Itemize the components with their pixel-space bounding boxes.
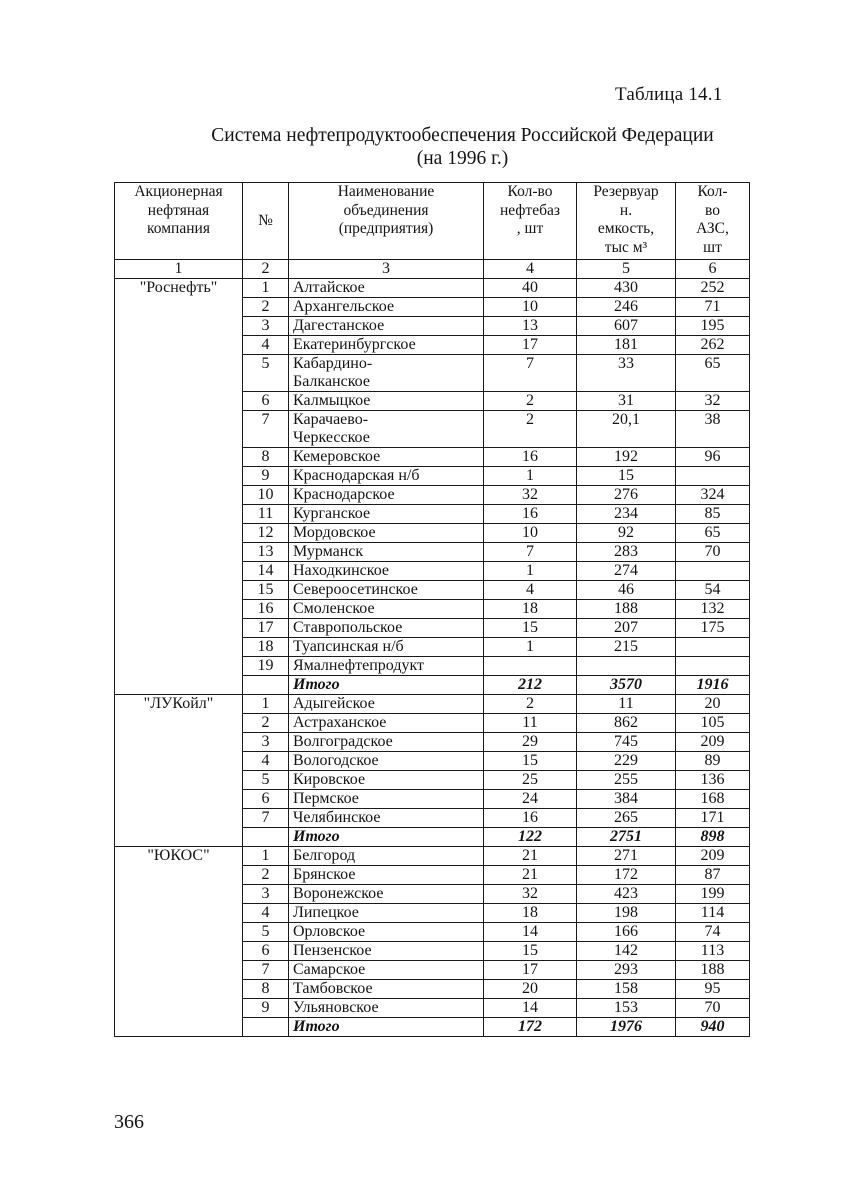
depots-count: 7 xyxy=(484,543,577,562)
enterprise-name: Смоленское xyxy=(289,600,484,619)
tank-capacity: 15 xyxy=(577,467,676,486)
tank-capacity: 92 xyxy=(577,524,676,543)
row-number: 5 xyxy=(243,771,289,790)
tank-capacity: 207 xyxy=(577,619,676,638)
enterprise-name: Дагестанское xyxy=(289,317,484,336)
station-count: 54 xyxy=(676,581,750,600)
row-number: 18 xyxy=(243,638,289,657)
depots-count: 10 xyxy=(484,298,577,317)
station-count xyxy=(676,467,750,486)
enterprise-name: Воронежское xyxy=(289,885,484,904)
tank-capacity: 20,1 xyxy=(577,411,676,448)
tank-capacity: 246 xyxy=(577,298,676,317)
row-number: 5 xyxy=(243,355,289,392)
header-number: № xyxy=(243,183,289,260)
depots-count: 32 xyxy=(484,486,577,505)
station-count: 209 xyxy=(676,733,750,752)
station-count: 20 xyxy=(676,695,750,714)
row-number: 3 xyxy=(243,317,289,336)
depots-count: 15 xyxy=(484,619,577,638)
station-count: 252 xyxy=(676,279,750,298)
depots-count: 40 xyxy=(484,279,577,298)
total-stations: 898 xyxy=(676,828,750,847)
station-count: 105 xyxy=(676,714,750,733)
table-title-line-1: Система нефтепродуктообеспечения Российской Федерации xyxy=(211,125,714,146)
depots-count: 15 xyxy=(484,942,577,961)
row-number: 12 xyxy=(243,524,289,543)
total-number-empty xyxy=(243,828,289,847)
row-number: 2 xyxy=(243,714,289,733)
header-row xyxy=(115,183,750,260)
depots-count: 16 xyxy=(484,448,577,467)
row-number: 2 xyxy=(243,866,289,885)
station-count: 70 xyxy=(676,543,750,562)
enterprise-name: Мордовское xyxy=(289,524,484,543)
depots-count: 17 xyxy=(484,336,577,355)
oil-products-table xyxy=(114,182,750,1037)
enterprise-name: Вологодское xyxy=(289,752,484,771)
header-tanks: Резервуар н. емкость, тыс м³ xyxy=(577,183,676,260)
column-number: 1 xyxy=(115,260,243,279)
row-number: 2 xyxy=(243,298,289,317)
depots-count: 2 xyxy=(484,411,577,448)
enterprise-name: Ставропольское xyxy=(289,619,484,638)
depots-count: 11 xyxy=(484,714,577,733)
enterprise-name: Белгород xyxy=(289,847,484,866)
enterprise-name: Мурманск xyxy=(289,543,484,562)
station-count: 209 xyxy=(676,847,750,866)
tank-capacity: 153 xyxy=(577,999,676,1018)
row-number: 1 xyxy=(243,695,289,714)
station-count: 132 xyxy=(676,600,750,619)
page-number: 366 xyxy=(114,1111,144,1133)
row-number: 16 xyxy=(243,600,289,619)
tank-capacity: 271 xyxy=(577,847,676,866)
tank-capacity xyxy=(577,657,676,676)
station-count: 175 xyxy=(676,619,750,638)
station-count: 71 xyxy=(676,298,750,317)
row-number: 6 xyxy=(243,392,289,411)
depots-count: 13 xyxy=(484,317,577,336)
depots-count: 21 xyxy=(484,847,577,866)
station-count: 324 xyxy=(676,486,750,505)
station-count: 65 xyxy=(676,355,750,392)
row-number: 11 xyxy=(243,505,289,524)
table-row xyxy=(115,847,750,866)
station-count: 199 xyxy=(676,885,750,904)
enterprise-name: Кабардино- Балканское xyxy=(289,355,484,392)
header-name: Наименование объединения (предприятия) xyxy=(289,183,484,260)
depots-count: 21 xyxy=(484,866,577,885)
enterprise-name: Кемеровское xyxy=(289,448,484,467)
station-count xyxy=(676,638,750,657)
depots-count: 16 xyxy=(484,505,577,524)
enterprise-name: Алтайское xyxy=(289,279,484,298)
enterprise-name: Краснодарская н/б xyxy=(289,467,484,486)
tank-capacity: 198 xyxy=(577,904,676,923)
company-name: "Роснефть" xyxy=(115,279,243,695)
column-number: 3 xyxy=(289,260,484,279)
row-number: 15 xyxy=(243,581,289,600)
tank-capacity: 234 xyxy=(577,505,676,524)
row-number: 4 xyxy=(243,336,289,355)
row-number: 3 xyxy=(243,733,289,752)
enterprise-name: Волгоградское xyxy=(289,733,484,752)
depots-count: 10 xyxy=(484,524,577,543)
tank-capacity: 607 xyxy=(577,317,676,336)
tank-capacity: 229 xyxy=(577,752,676,771)
tank-capacity: 423 xyxy=(577,885,676,904)
station-count: 87 xyxy=(676,866,750,885)
column-number: 5 xyxy=(577,260,676,279)
row-number: 7 xyxy=(243,809,289,828)
station-count xyxy=(676,657,750,676)
station-count: 74 xyxy=(676,923,750,942)
enterprise-name: Туапсинская н/б xyxy=(289,638,484,657)
tank-capacity: 430 xyxy=(577,279,676,298)
table-row xyxy=(115,695,750,714)
row-number: 9 xyxy=(243,999,289,1018)
enterprise-name: Орловское xyxy=(289,923,484,942)
total-stations: 940 xyxy=(676,1018,750,1037)
tank-capacity: 166 xyxy=(577,923,676,942)
column-number: 6 xyxy=(676,260,750,279)
depots-count: 14 xyxy=(484,999,577,1018)
tank-capacity: 192 xyxy=(577,448,676,467)
total-number-empty xyxy=(243,1018,289,1037)
row-number: 3 xyxy=(243,885,289,904)
total-label: Итого xyxy=(289,676,484,695)
column-number: 4 xyxy=(484,260,577,279)
depots-count: 2 xyxy=(484,695,577,714)
station-count: 32 xyxy=(676,392,750,411)
table-body xyxy=(115,279,750,1037)
enterprise-name: Липецкое xyxy=(289,904,484,923)
station-count: 188 xyxy=(676,961,750,980)
depots-count: 20 xyxy=(484,980,577,999)
row-number: 17 xyxy=(243,619,289,638)
total-depots: 172 xyxy=(484,1018,577,1037)
station-count: 70 xyxy=(676,999,750,1018)
tank-capacity: 46 xyxy=(577,581,676,600)
enterprise-name: Ямалнефтепродукт xyxy=(289,657,484,676)
station-count: 96 xyxy=(676,448,750,467)
depots-count: 16 xyxy=(484,809,577,828)
header-depots: Кол-во нефтебаз , шт xyxy=(484,183,577,260)
depots-count: 15 xyxy=(484,752,577,771)
depots-count: 17 xyxy=(484,961,577,980)
row-number: 5 xyxy=(243,923,289,942)
total-number-empty xyxy=(243,676,289,695)
enterprise-name: Краснодарское xyxy=(289,486,484,505)
company-name: "ЮКОС" xyxy=(115,847,243,1037)
station-count: 114 xyxy=(676,904,750,923)
total-label: Итого xyxy=(289,1018,484,1037)
row-number: 6 xyxy=(243,790,289,809)
row-number: 8 xyxy=(243,448,289,467)
depots-count: 7 xyxy=(484,355,577,392)
total-tanks: 1976 xyxy=(577,1018,676,1037)
row-number: 4 xyxy=(243,904,289,923)
header-company: Акционерная нефтяная компания xyxy=(115,183,243,260)
total-depots: 122 xyxy=(484,828,577,847)
tank-capacity: 31 xyxy=(577,392,676,411)
tank-capacity: 384 xyxy=(577,790,676,809)
table-caption: Таблица 14.1 xyxy=(615,84,723,105)
tank-capacity: 181 xyxy=(577,336,676,355)
total-tanks: 3570 xyxy=(577,676,676,695)
row-number: 9 xyxy=(243,467,289,486)
enterprise-name: Брянское xyxy=(289,866,484,885)
depots-count: 1 xyxy=(484,638,577,657)
table-title xyxy=(190,124,735,170)
station-count: 65 xyxy=(676,524,750,543)
total-tanks: 2751 xyxy=(577,828,676,847)
row-number: 8 xyxy=(243,980,289,999)
enterprise-name: Самарское xyxy=(289,961,484,980)
station-count: 136 xyxy=(676,771,750,790)
station-count: 85 xyxy=(676,505,750,524)
depots-count: 14 xyxy=(484,923,577,942)
enterprise-name: Адыгейское xyxy=(289,695,484,714)
depots-count: 4 xyxy=(484,581,577,600)
tank-capacity: 158 xyxy=(577,980,676,999)
total-stations: 1916 xyxy=(676,676,750,695)
station-count: 195 xyxy=(676,317,750,336)
depots-count: 18 xyxy=(484,600,577,619)
enterprise-name: Курганское xyxy=(289,505,484,524)
depots-count: 18 xyxy=(484,904,577,923)
depots-count: 29 xyxy=(484,733,577,752)
enterprise-name: Екатеринбургское xyxy=(289,336,484,355)
table-row xyxy=(115,279,750,298)
enterprise-name: Калмыцкое xyxy=(289,392,484,411)
row-number: 10 xyxy=(243,486,289,505)
row-number: 14 xyxy=(243,562,289,581)
enterprise-name: Астраханское xyxy=(289,714,484,733)
tank-capacity: 862 xyxy=(577,714,676,733)
row-number: 7 xyxy=(243,411,289,448)
tank-capacity: 11 xyxy=(577,695,676,714)
station-count: 171 xyxy=(676,809,750,828)
tank-capacity: 293 xyxy=(577,961,676,980)
row-number: 1 xyxy=(243,847,289,866)
enterprise-name: Ульяновское xyxy=(289,999,484,1018)
row-number: 6 xyxy=(243,942,289,961)
row-number: 7 xyxy=(243,961,289,980)
enterprise-name: Североосетинское xyxy=(289,581,484,600)
row-number: 1 xyxy=(243,279,289,298)
station-count: 95 xyxy=(676,980,750,999)
column-number: 2 xyxy=(243,260,289,279)
header-stations: Кол- во АЗС, шт xyxy=(676,183,750,260)
depots-count: 24 xyxy=(484,790,577,809)
station-count: 38 xyxy=(676,411,750,448)
station-count: 262 xyxy=(676,336,750,355)
enterprise-name: Карачаево- Черкесское xyxy=(289,411,484,448)
depots-count: 1 xyxy=(484,467,577,486)
table-title-line-2: (на 1996 г.) xyxy=(416,148,509,169)
tank-capacity: 172 xyxy=(577,866,676,885)
tank-capacity: 276 xyxy=(577,486,676,505)
tank-capacity: 255 xyxy=(577,771,676,790)
tank-capacity: 745 xyxy=(577,733,676,752)
station-count: 89 xyxy=(676,752,750,771)
depots-count: 32 xyxy=(484,885,577,904)
enterprise-name: Тамбовское xyxy=(289,980,484,999)
row-number: 13 xyxy=(243,543,289,562)
total-depots: 212 xyxy=(484,676,577,695)
row-number: 4 xyxy=(243,752,289,771)
depots-count: 2 xyxy=(484,392,577,411)
enterprise-name: Челябинское xyxy=(289,809,484,828)
tank-capacity: 33 xyxy=(577,355,676,392)
enterprise-name: Пензенское xyxy=(289,942,484,961)
depots-count xyxy=(484,657,577,676)
total-label: Итого xyxy=(289,828,484,847)
enterprise-name: Пермское xyxy=(289,790,484,809)
tank-capacity: 142 xyxy=(577,942,676,961)
company-name: "ЛУКойл" xyxy=(115,695,243,847)
tank-capacity: 283 xyxy=(577,543,676,562)
enterprise-name: Архангельское xyxy=(289,298,484,317)
row-number: 19 xyxy=(243,657,289,676)
depots-count: 25 xyxy=(484,771,577,790)
station-count: 113 xyxy=(676,942,750,961)
tank-capacity: 188 xyxy=(577,600,676,619)
tank-capacity: 265 xyxy=(577,809,676,828)
enterprise-name: Находкинское xyxy=(289,562,484,581)
station-count xyxy=(676,562,750,581)
column-number-row xyxy=(115,260,750,279)
depots-count: 1 xyxy=(484,562,577,581)
enterprise-name: Кировское xyxy=(289,771,484,790)
tank-capacity: 274 xyxy=(577,562,676,581)
station-count: 168 xyxy=(676,790,750,809)
tank-capacity: 215 xyxy=(577,638,676,657)
